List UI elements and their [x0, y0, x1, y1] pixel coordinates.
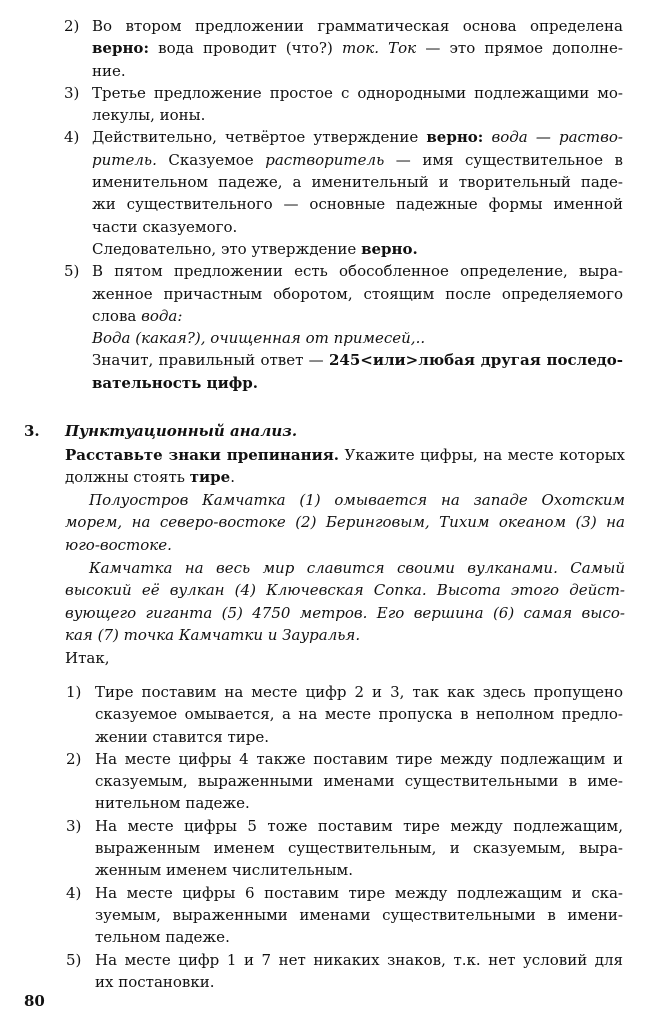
item-number: 3) [66, 816, 82, 835]
text-line: Во втором предложении грамматическая основа определена [92, 17, 623, 35]
item-number: 5) [64, 262, 80, 281]
exercise-text-1 [65, 489, 625, 556]
text-line: вующего гиганта (5) 4750 метров. Его вершина (6) самая высо- [65, 603, 625, 622]
text-line: сказуемым, выраженными именами существительными в име- [95, 772, 623, 791]
item-number: 4) [66, 883, 82, 902]
list-item [0, 15, 647, 82]
text-line: Действительно, четвёртое утверждение верно: вода — раство- [92, 128, 623, 147]
list-item [0, 815, 647, 882]
text-line: слова вода: [92, 306, 183, 325]
text-line: жи существительного — основные падежные формы именной [92, 195, 623, 214]
task-statement [65, 444, 625, 489]
section-title: Пунктуационный анализ. [65, 422, 298, 440]
text-line: Третье предложение простое с однородными подлежащими мо- [92, 83, 623, 102]
text-line: тельном падеже. [95, 928, 230, 947]
text-line: верно: вода проводит (что?) ток. Ток — это прямое дополне- [92, 39, 623, 58]
list-item [0, 882, 647, 949]
text-line: сказуемое омывается, а на месте пропуска в неполном предло- [95, 705, 623, 724]
text-line: женное причастным оборотом, стоящим после определяемого [92, 284, 623, 303]
text-line: Следовательно, это утверждение верно. [92, 239, 418, 258]
item-number: 3) [64, 83, 80, 102]
text-line: Тире поставим на месте цифр 2 и 3, так как здесь пропущено [95, 683, 623, 701]
text-line: Итак, [65, 649, 110, 667]
text-line: морем, на северо-востоке (2) Беринговым, Тихим океаном (3) на [65, 513, 625, 532]
list-item [0, 748, 647, 815]
list-item [0, 82, 647, 127]
exercise-text-2 [65, 557, 625, 646]
list-item [0, 260, 647, 394]
list-item [0, 681, 647, 748]
analysis-list-2 [0, 681, 647, 993]
text-line: вательность цифр. [92, 373, 258, 392]
text-line: В пятом предложении есть обособленное определение, выра- [92, 262, 623, 281]
text-line: ние. [92, 61, 126, 80]
item-number: 4) [64, 128, 80, 147]
item-number: 2) [66, 749, 82, 768]
text-line: лекулы, ионы. [92, 106, 206, 125]
text-line: кая (7) точка Камчатки и Зауралья. [65, 625, 361, 644]
text-line: На месте цифры 5 тоже поставим тире между подлежащим, [95, 816, 623, 835]
text-line: жении ставится тире. [95, 727, 269, 746]
text-line: нительном падеже. [95, 794, 250, 813]
item-number: 5) [66, 950, 82, 969]
text-line: ритель. Сказуемое растворитель — имя существительное в [92, 150, 623, 169]
text-line: юго-востоке. [65, 535, 172, 554]
list-item [0, 949, 647, 994]
text-line: должны стоять тире. [65, 468, 235, 487]
text-line: Значит, правильный ответ — 245<или>любая другая последо- [92, 351, 624, 370]
page-number: 80 [24, 992, 45, 1010]
text-line: Полуостров Камчатка (1) омывается на западе Охотским [89, 491, 625, 509]
text-line: именительном падеже, а именительный и творительный паде- [92, 173, 623, 192]
text-line: Вода (какая?), очищенная от примесей,.. [92, 329, 426, 348]
text-line: их постановки. [95, 972, 215, 991]
text-line: части сказуемого. [92, 217, 238, 236]
text-line: выраженным именем существительным, и сказуемым, выра- [95, 839, 623, 858]
list-item [0, 126, 647, 260]
text-line: зуемым, выраженными именами существительными в имени- [95, 905, 623, 924]
itak-line [65, 647, 625, 669]
text-line: Камчатка на весь мир славится своими вулканами. Самый [89, 559, 625, 577]
analysis-list-1 [0, 15, 647, 394]
item-number: 1) [66, 683, 82, 701]
text-line: Расставьте знаки препинания. Укажите цифры, на месте которых [65, 446, 625, 464]
section-number: 3. [24, 422, 40, 440]
item-number: 2) [64, 17, 80, 35]
text-line: На месте цифры 6 поставим тире между подлежащим и ска- [95, 883, 623, 902]
text-line: На месте цифры 4 также поставим тире между подлежащим и [95, 749, 623, 768]
text-line: женным именем числительным. [95, 861, 353, 880]
text-line: высокий её вулкан (4) Ключевская Сопка. Высота этого дейст- [65, 581, 625, 600]
text-line: На месте цифр 1 и 7 нет никаких знаков, т.к. нет условий для [95, 950, 623, 969]
